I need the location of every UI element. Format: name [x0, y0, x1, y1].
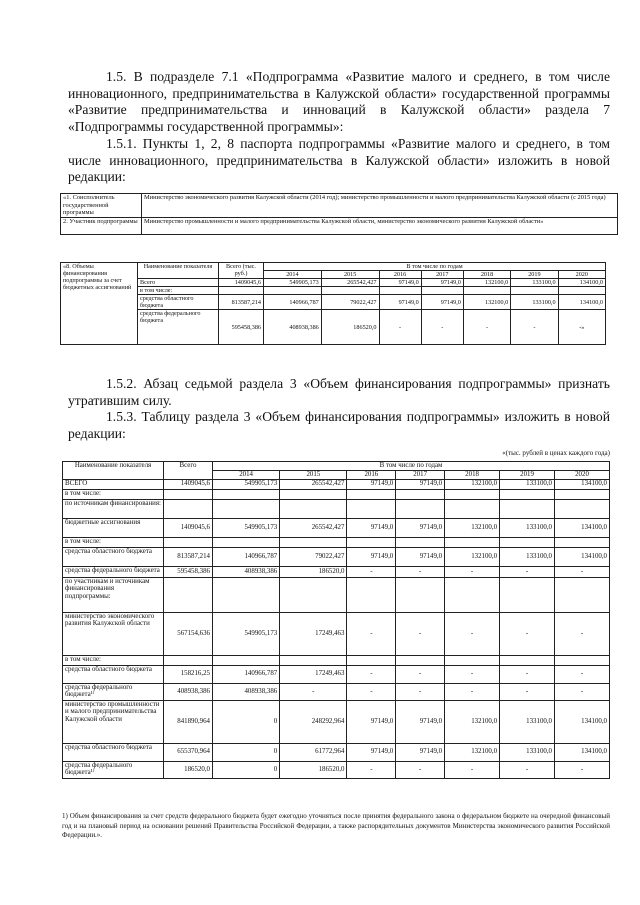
- year-header: 2020: [555, 470, 610, 479]
- cell: -: [555, 761, 610, 778]
- fin-label: «8. Объемы финансирования подпрограммы за счет бюджетных ассигнований: [61, 263, 138, 345]
- cell: -: [396, 683, 445, 700]
- table-row: [63, 700, 610, 743]
- year-header: 2014: [264, 271, 322, 279]
- cell: 265542,427: [280, 479, 347, 489]
- table-row: [61, 287, 606, 295]
- cell: [396, 655, 445, 665]
- col-years-header: В том числе по годам: [213, 462, 610, 471]
- row-total: 1409045,6: [164, 479, 213, 489]
- cell: [213, 489, 280, 499]
- row-name: министерство экономического развития Калужской области: [63, 612, 164, 655]
- cell: 133100,0: [500, 547, 555, 566]
- row-total: 655370,964: [164, 743, 213, 761]
- table-row: [63, 683, 610, 700]
- table-row: [61, 217, 618, 234]
- row-name: средства областного бюджета: [138, 295, 219, 310]
- cell: 186520,0: [321, 310, 379, 345]
- cell: 265542,427: [321, 279, 379, 287]
- cell: -: [396, 665, 445, 683]
- cell: 408938,386: [213, 566, 280, 577]
- cell: [445, 537, 500, 547]
- cell: -: [347, 566, 396, 577]
- table-row: [61, 279, 606, 287]
- cell: -»: [558, 310, 605, 345]
- cell: -: [445, 683, 500, 700]
- paragraph-1-5-2: 1.5.2. Абзац седьмой раздела 3 «Объем финансирования подпрограммы» признать утратившим силу.: [68, 376, 610, 408]
- cell: [500, 499, 555, 518]
- cell: 186520,0: [280, 761, 347, 778]
- cell: 248292,964: [280, 700, 347, 743]
- cell: 549905,173: [213, 479, 280, 489]
- cell: -: [500, 665, 555, 683]
- cell: [396, 537, 445, 547]
- cell: [213, 655, 280, 665]
- cell: [280, 499, 347, 518]
- cell: -: [396, 761, 445, 778]
- year-header: 2018: [463, 271, 510, 279]
- col-total-header: Всего: [164, 462, 213, 480]
- cell: 134100,0: [555, 743, 610, 761]
- cell: 97149,0: [396, 700, 445, 743]
- cell: [500, 537, 555, 547]
- passport-label: «1. Соисполнитель государственной программы: [61, 194, 142, 218]
- table-row: [63, 499, 610, 518]
- cell: [445, 499, 500, 518]
- row-total: 841890,964: [164, 700, 213, 743]
- cell: 0: [213, 743, 280, 761]
- unit-note: «(тыс. рублей в ценах каждого года): [502, 449, 610, 457]
- cell: 134100,0: [555, 518, 610, 537]
- cell: 97149,0: [421, 279, 463, 287]
- cell: 97149,0: [396, 547, 445, 566]
- table-row: [63, 665, 610, 683]
- row-name: ВСЕГО: [63, 479, 164, 489]
- cell: 97149,0: [396, 743, 445, 761]
- cell: 17249,463: [280, 612, 347, 655]
- cell: 134100,0: [558, 295, 605, 310]
- cell: 133100,0: [500, 479, 555, 489]
- cell: -: [347, 683, 396, 700]
- cell: 408938,386: [264, 310, 322, 345]
- cell: 97149,0: [347, 547, 396, 566]
- cell: 134100,0: [555, 479, 610, 489]
- cell: 134100,0: [555, 547, 610, 566]
- cell: 132100,0: [445, 700, 500, 743]
- table-row: [63, 612, 610, 655]
- row-total: 408938,386: [164, 683, 213, 700]
- cell: 97149,0: [421, 295, 463, 310]
- year-header: 2017: [421, 271, 463, 279]
- cell: [213, 499, 280, 518]
- cell: 134100,0: [555, 700, 610, 743]
- cell: 79022,427: [280, 547, 347, 566]
- cell: 79022,427: [321, 295, 379, 310]
- row-name: средства федерального бюджета¹⁾: [63, 683, 164, 700]
- cell: 61772,964: [280, 743, 347, 761]
- row-total: 186520,0: [164, 761, 213, 778]
- financing-table: [62, 461, 610, 779]
- financing-passport-table: [60, 262, 606, 345]
- row-total: [164, 537, 213, 547]
- row-name: по участникам и источникам финансирования подпрограммы:: [63, 577, 164, 612]
- cell: [445, 577, 500, 612]
- year-header: 2014: [213, 470, 280, 479]
- cell: [280, 577, 347, 612]
- table-row: [63, 518, 610, 537]
- cell: 132100,0: [445, 547, 500, 566]
- year-header: 2015: [280, 470, 347, 479]
- cell: 140966,787: [213, 547, 280, 566]
- cell: -: [347, 761, 396, 778]
- row-name: бюджетные ассигнования: [63, 518, 164, 537]
- cell: [500, 577, 555, 612]
- cell: 265542,427: [280, 518, 347, 537]
- passport-value: Министерство промышленности и малого предпринимательства Калужской области, министерство экономического развития Калужской области»: [142, 217, 618, 234]
- year-header: 2015: [321, 271, 379, 279]
- row-total: 595458,386: [219, 310, 264, 345]
- cell: 408938,386: [213, 683, 280, 700]
- cell: 97149,0: [347, 700, 396, 743]
- cell: -: [555, 683, 610, 700]
- cell: [396, 499, 445, 518]
- row-name: в том числе:: [63, 537, 164, 547]
- cell: [347, 499, 396, 518]
- cell: 97149,0: [347, 518, 396, 537]
- row-total: 158216,25: [164, 665, 213, 683]
- row-name: в том числе:: [138, 287, 219, 295]
- cell: [555, 489, 610, 499]
- row-name: в том числе:: [63, 489, 164, 499]
- cell: [445, 489, 500, 499]
- cell: [445, 655, 500, 665]
- paragraph-1-5: 1.5. В подразделе 7.1 «Подпрограмма «Развитие малого и среднего, в том числе инновационного, предпринимательства в Калужской области» государственной программы «Развитие предпринимательства и инноваций в Калужской области» раздела 7 «Подпрограммы государственной программы»:: [68, 69, 610, 134]
- year-header: 2019: [500, 470, 555, 479]
- cell: 97149,0: [347, 743, 396, 761]
- table-row: [63, 566, 610, 577]
- cell: 133100,0: [500, 700, 555, 743]
- cell: 97149,0: [396, 518, 445, 537]
- cell: 132100,0: [463, 279, 510, 287]
- cell: -: [555, 665, 610, 683]
- table-row: [61, 295, 606, 310]
- cell: [396, 577, 445, 612]
- cell: -: [445, 566, 500, 577]
- cell: -: [511, 310, 558, 345]
- row-total: [164, 499, 213, 518]
- cell: [500, 489, 555, 499]
- cell: -: [396, 566, 445, 577]
- row-total: 1409045,6: [219, 279, 264, 287]
- row-name: средства федерального бюджета¹⁾: [63, 761, 164, 778]
- cell: 132100,0: [445, 518, 500, 537]
- row-total: [164, 577, 213, 612]
- cell: [555, 537, 610, 547]
- cell: -: [347, 612, 396, 655]
- table-row: [63, 489, 610, 499]
- year-header: 2017: [396, 470, 445, 479]
- cell: 0: [213, 761, 280, 778]
- cell: 549905,173: [213, 612, 280, 655]
- cell: -: [463, 310, 510, 345]
- cell: -: [445, 612, 500, 655]
- cell: [280, 489, 347, 499]
- year-header: 2018: [445, 470, 500, 479]
- cell: [347, 577, 396, 612]
- row-name: средства областного бюджета: [63, 743, 164, 761]
- row-name: по источникам финансирования:: [63, 499, 164, 518]
- cell: 132100,0: [445, 743, 500, 761]
- cell: [555, 655, 610, 665]
- year-header: 2020: [558, 271, 605, 279]
- year-header: 2016: [347, 470, 396, 479]
- cell: -: [445, 761, 500, 778]
- cell: 0: [213, 700, 280, 743]
- col-name-header: Наименование показателя: [63, 462, 164, 480]
- cell: [213, 577, 280, 612]
- cell: -: [445, 665, 500, 683]
- cell: [555, 577, 610, 612]
- table-row: [63, 761, 610, 778]
- row-total: 813587,214: [219, 295, 264, 310]
- cell: 97149,0: [379, 279, 421, 287]
- cell: 133100,0: [500, 518, 555, 537]
- cell: -: [347, 665, 396, 683]
- row-total: 595458,386: [164, 566, 213, 577]
- cell: -: [379, 310, 421, 345]
- row-name: средства федерального бюджета: [138, 310, 219, 345]
- cell: -: [500, 612, 555, 655]
- col-name-header: Наименование показателя: [138, 263, 219, 279]
- passport-value: Министерство экономического развития Калужской области (2014 год); министерство промышленности и малого предпринимательства Калужской области (с 2015 года): [142, 194, 618, 218]
- table-row: [63, 479, 610, 489]
- row-name: Всего: [138, 279, 219, 287]
- cell: [280, 537, 347, 547]
- cell: 97149,0: [396, 479, 445, 489]
- row-total: [164, 489, 213, 499]
- col-years-header: В том числе по годам: [264, 263, 606, 271]
- paragraph-1-5-3: 1.5.3. Таблицу раздела 3 «Объем финансирования подпрограммы» изложить в новой редакции:: [68, 409, 610, 441]
- cell: 17249,463: [280, 665, 347, 683]
- row-name: министерство промышленности и малого предпринимательства Калужской области: [63, 700, 164, 743]
- row-total: 1409045,6: [164, 518, 213, 537]
- table-row: [63, 577, 610, 612]
- row-name: средства федерального бюджета: [63, 566, 164, 577]
- row-name: средства областного бюджета: [63, 547, 164, 566]
- cell: 140966,787: [264, 295, 322, 310]
- table-row: [61, 194, 618, 218]
- table-row: [61, 310, 606, 345]
- cell: -: [396, 612, 445, 655]
- cell: [280, 655, 347, 665]
- cell: 133100,0: [500, 743, 555, 761]
- passport-table: [60, 193, 618, 235]
- cell: -: [500, 566, 555, 577]
- year-header: 2019: [511, 271, 558, 279]
- table-row: [63, 743, 610, 761]
- cell: 140966,787: [213, 665, 280, 683]
- cell: -: [421, 310, 463, 345]
- cell: -: [280, 683, 347, 700]
- cell: [347, 655, 396, 665]
- cell: 133100,0: [511, 279, 558, 287]
- row-total: 567154,636: [164, 612, 213, 655]
- row-name: в том числе:: [63, 655, 164, 665]
- row-total: 813587,214: [164, 547, 213, 566]
- paragraph-1-5-1: 1.5.1. Пункты 1, 2, 8 паспорта подпрограммы «Развитие малого и среднего, в том числе инновационного, предпринимательства в Калужской области» изложить в новой редакции:: [68, 136, 610, 185]
- row-name: средства областного бюджета: [63, 665, 164, 683]
- cell: 132100,0: [463, 295, 510, 310]
- cell: 97149,0: [347, 479, 396, 489]
- row-total: [164, 655, 213, 665]
- cell: [555, 499, 610, 518]
- cell: [213, 537, 280, 547]
- table-row: [63, 655, 610, 665]
- cell: 132100,0: [445, 479, 500, 489]
- cell: -: [500, 761, 555, 778]
- table-row: [63, 547, 610, 566]
- table-row: [63, 537, 610, 547]
- cell: 549905,173: [213, 518, 280, 537]
- col-total-header: Всего (тыс. руб.): [219, 263, 264, 279]
- cell: [347, 489, 396, 499]
- footnote: 1) Объем финансирования за счет средств федерального бюджета будет ежегодно уточняться после принятия федерального закона о федеральном бюджете на очередной финансовый год и на плановый период на основании решений Правительства Российской Федерации, а также распорядительных документов Министерства экономического развития Российской Федерации.».: [62, 812, 610, 840]
- cell: -: [555, 612, 610, 655]
- cell: [347, 537, 396, 547]
- year-header: 2016: [379, 271, 421, 279]
- cell: -: [500, 683, 555, 700]
- cell: 549905,173: [264, 279, 322, 287]
- cell: 134100,0: [558, 279, 605, 287]
- cell: 133100,0: [511, 295, 558, 310]
- cell: 97149,0: [379, 295, 421, 310]
- cell: 186520,0: [280, 566, 347, 577]
- cell: [500, 655, 555, 665]
- cell: -: [555, 566, 610, 577]
- passport-label: 2. Участник подпрограммы: [61, 217, 142, 234]
- cell: [396, 489, 445, 499]
